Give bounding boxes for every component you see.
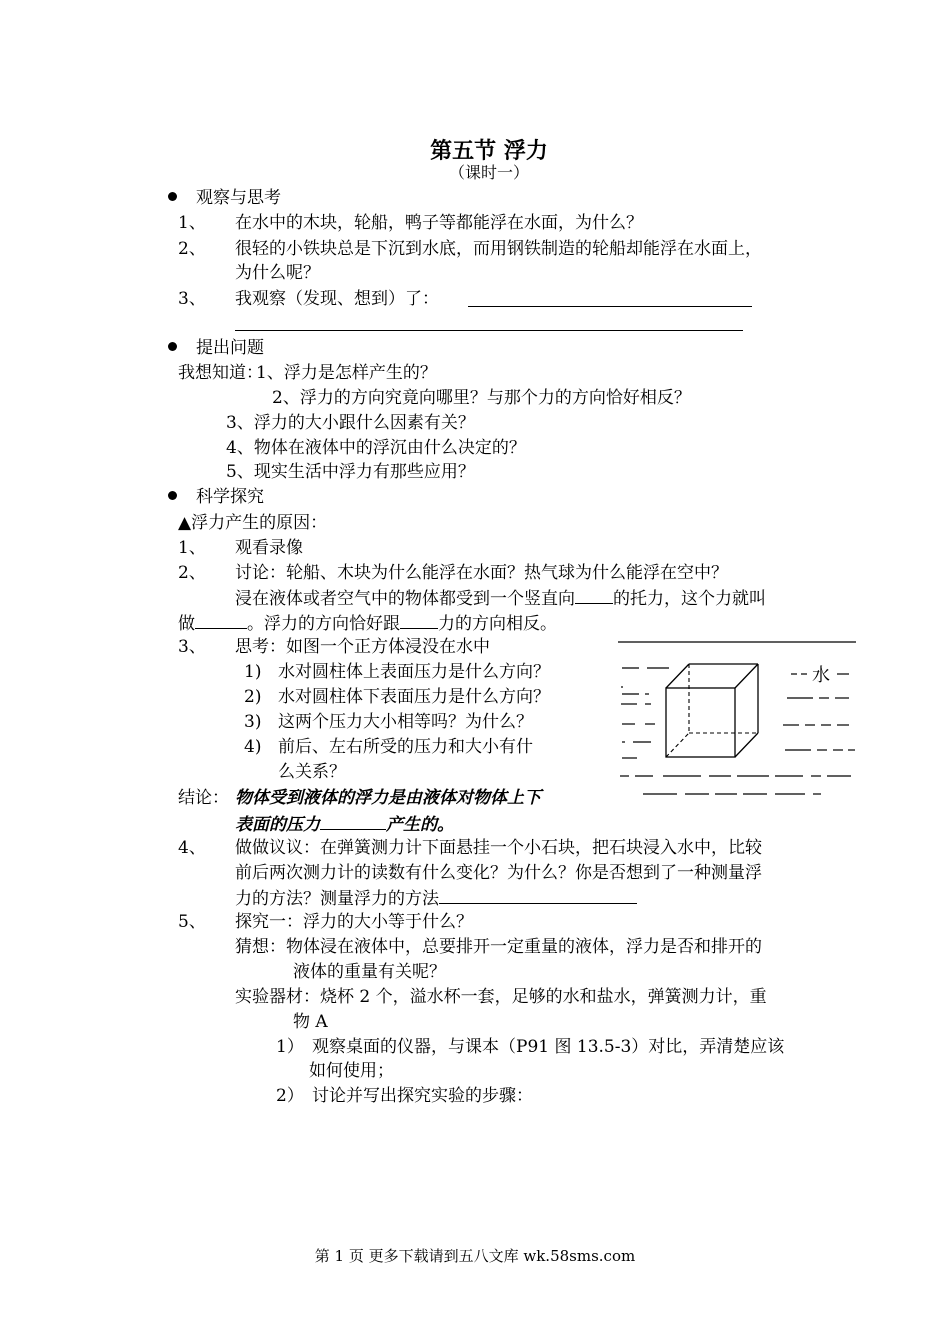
answer-blank[interactable] (468, 288, 752, 307)
subsection-title: ▲浮力产生的原因： (178, 513, 328, 533)
section-heading-inquiry: 科学探究 (196, 487, 264, 507)
section-heading-questions: 提出问题 (196, 338, 264, 358)
step-text: 讨论并写出探究实验的步骤： (312, 1086, 533, 1106)
item-number: 2、 (178, 563, 206, 583)
sub-number: 4) (244, 737, 262, 757)
item-number: 4、 (178, 838, 206, 858)
fill-sentence: 做 。浮力的方向恰好跟 力的方向相反。 (178, 614, 557, 634)
item-number: 3、 (178, 637, 206, 657)
item-number: 5、 (178, 912, 206, 932)
item-text: 前后两次测力计的读数有什么变化？为什么？你是否想到了一种测量浮 (235, 863, 762, 883)
step-text: 观察桌面的仪器，与课本（P91 图 13.5-3）对比，弄清楚应该 (312, 1037, 785, 1057)
sub-text: 水对圆柱体下表面压力是什么方向？ (278, 687, 550, 707)
step-text-cont: 如何使用； (309, 1061, 394, 1081)
item-text: 力的方法？测量浮力的方法 (235, 887, 637, 909)
page-subtitle: （课时一） (448, 163, 529, 182)
conclusion-text: 物体受到液体的浮力是由液体对物体上下 (235, 788, 541, 808)
answer-blank-line2[interactable] (235, 312, 743, 331)
sub-text: 水对圆柱体上表面压力是什么方向？ (278, 662, 550, 682)
item-text: 思考：如图一个正方体浸没在水中 (235, 637, 490, 657)
water-label: 水 (812, 665, 830, 686)
item-text: 讨论：轮船、木块为什么能浮在水面？热气球为什么能浮在空中？ (235, 563, 728, 583)
equipment-text-cont: 物 A (293, 1012, 328, 1032)
sub-number: 2) (244, 687, 262, 707)
item-text: 做做议议：在弹簧测力计下面悬挂一个小石块，把石块浸入水中，比较 (235, 838, 762, 858)
item-text: 探究一：浮力的大小等于什么？ (235, 912, 473, 932)
item-text: 在水中的木块，轮船，鸭子等都能浮在水面，为什么？ (235, 213, 643, 233)
guess-text-cont: 液体的重量有关呢？ (293, 962, 446, 982)
fill-blank[interactable] (320, 813, 386, 830)
item-text: 我观察（发现、想到）了： (235, 289, 439, 309)
step-number: 2） (276, 1086, 304, 1106)
page-title: 第五节 浮力 (430, 138, 548, 164)
item-text: 观看录像 (235, 538, 303, 558)
fill-blank[interactable] (400, 612, 438, 629)
question-item: 2、浮力的方向究竟向哪里？与那个力的方向恰好相反？ (272, 388, 691, 408)
guess-text: 猜想：物体浸在液体中，总要排开一定重量的液体，浮力是否和排开的 (235, 937, 762, 957)
sub-text: 前后、左右所受的压力和大小有什 (278, 737, 533, 757)
sub-text-cont: 么关系？ (278, 762, 346, 782)
item-number: 1、 (178, 538, 206, 558)
sub-number: 3) (244, 712, 262, 732)
item-number: 2、 (178, 239, 206, 259)
section-heading-observe: 观察与思考 (196, 188, 281, 208)
bullet-icon (168, 192, 177, 201)
item-number: 3、 (178, 289, 206, 309)
fill-blank[interactable] (575, 587, 613, 604)
conclusion-text-cont: 表面的压力 产生的。 (235, 815, 454, 835)
page-footer: 第 1 页 更多下载请到五八文库 wk.58sms.com (314, 1247, 636, 1265)
question-item: 1、浮力是怎样产生的？ (256, 363, 437, 383)
bullet-icon (168, 342, 177, 351)
fill-blank[interactable] (195, 612, 247, 629)
fill-blank[interactable] (439, 887, 637, 904)
conclusion-label: 结论： (178, 788, 229, 808)
item-text: 很轻的小铁块总是下沉到水底，而用钢铁制造的轮船却能浮在水面上， (235, 239, 762, 259)
question-item: 4、物体在液体中的浮沉由什么决定的？ (226, 438, 526, 458)
item-text-cont: 为什么呢？ (235, 263, 320, 283)
question-item: 5、现实生活中浮力有那些应用？ (226, 462, 475, 482)
sub-number: 1) (244, 662, 262, 682)
submerged-cube-figure (615, 636, 860, 801)
bullet-icon (168, 491, 177, 500)
equipment-text: 实验器材：烧杯 2 个，溢水杯一套，足够的水和盐水，弹簧测力计，重 (235, 987, 767, 1007)
item-number: 1、 (178, 213, 206, 233)
sub-text: 这两个压力大小相等吗？为什么？ (278, 712, 533, 732)
questions-lead: 我想知道： (178, 363, 263, 383)
question-item: 3、浮力的大小跟什么因素有关？ (226, 413, 475, 433)
step-number: 1） (276, 1037, 304, 1057)
fill-sentence: 浸在液体或者空气中的物体都受到一个竖直向 的托力，这个力就叫 (235, 589, 766, 609)
